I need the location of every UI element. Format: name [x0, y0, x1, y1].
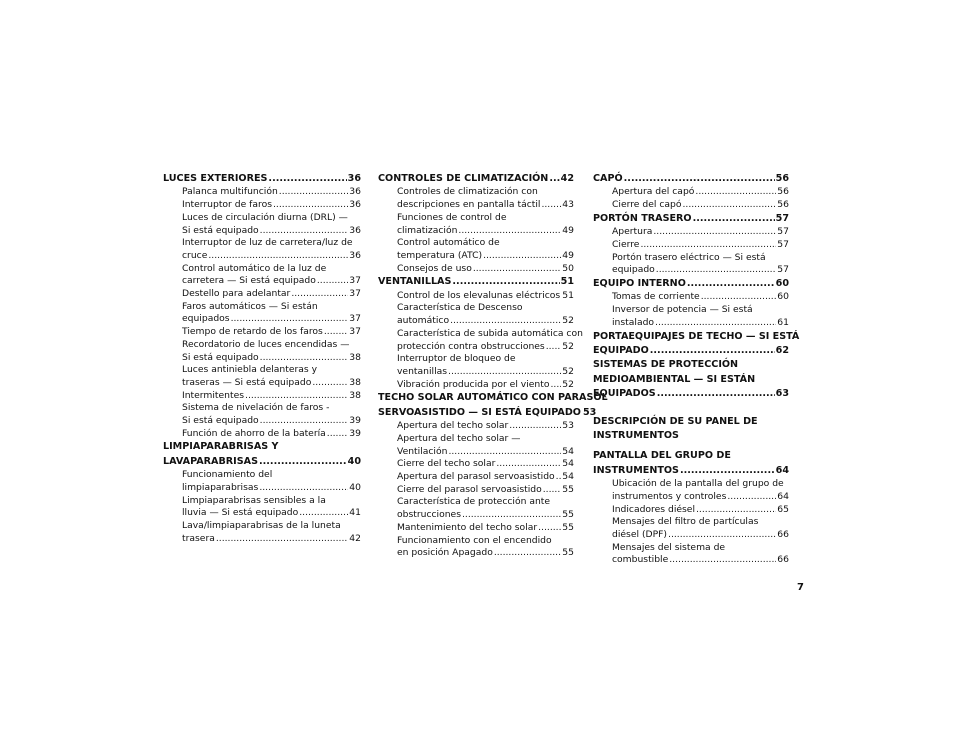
dot-leader [462, 509, 561, 522]
dot-leader [543, 484, 562, 497]
toc-entry-title: cruce [182, 249, 208, 261]
dot-leader [496, 458, 561, 471]
toc-entry[interactable] [163, 199, 361, 212]
toc-page-number: 56 [775, 173, 789, 184]
toc-page-number: 57 [777, 226, 789, 238]
dot-leader [312, 377, 348, 390]
toc-entry-title: PORTAEQUIPAJES DE TECHO — SI ESTÁ [593, 330, 800, 342]
toc-entry-title: PANTALLA DEL GRUPO DE [593, 450, 731, 462]
toc-entry[interactable] [378, 522, 574, 535]
dot-leader [550, 379, 561, 392]
toc-page-number: 62 [775, 344, 789, 356]
dot-leader [260, 225, 349, 238]
toc-entry-title: DESCRIPCIÓN DE SU PANEL DE [593, 415, 758, 427]
toc-entry[interactable] [163, 339, 361, 364]
toc-entry-title: Intermitentes [182, 389, 245, 401]
toc-entry-title: EQUIPO INTERNO [593, 278, 686, 290]
dot-leader [317, 275, 348, 288]
toc-entry-title: temperatura (ATC) [397, 249, 483, 261]
toc-page-number: 37 [349, 313, 361, 325]
toc-entry-title: Si está equipado [182, 224, 259, 236]
toc-page-number: 55 [562, 509, 574, 521]
toc-entry[interactable] [163, 520, 361, 545]
toc-entry-title: Función de ahorro de la batería [182, 427, 326, 439]
toc-page-number: 49 [562, 224, 574, 236]
toc-section-heading[interactable] [593, 449, 789, 478]
toc-section-heading[interactable] [378, 391, 608, 420]
toc-section-heading[interactable] [163, 172, 361, 186]
toc-entry-title: Si está equipado [182, 351, 259, 363]
toc-entry-title: climatización [397, 224, 458, 236]
toc-entry[interactable] [378, 290, 574, 303]
dot-leader [260, 415, 349, 428]
toc-entry-title: Cierre [612, 238, 640, 250]
toc-entry[interactable] [593, 304, 789, 329]
toc-entry-title: trasera [182, 532, 215, 544]
toc-entry-title: Inversor de potencia — Si está [612, 304, 753, 316]
toc-entry-title: INSTRUMENTOS [593, 464, 679, 476]
dot-leader [650, 344, 775, 358]
toc-page-number: 61 [777, 316, 789, 328]
toc-entry[interactable] [378, 186, 574, 211]
dot-leader [549, 172, 559, 186]
toc-entry-title: Recordatorio de luces encendidas — [182, 338, 350, 350]
toc-page-number: 54 [562, 470, 574, 482]
toc-entry-title: Cierre del capó [612, 199, 682, 211]
dot-leader [655, 317, 776, 330]
toc-section-heading[interactable] [593, 358, 789, 401]
dot-leader [473, 263, 561, 276]
toc-entry-title: LIMPIAPARABRISAS Y [163, 441, 279, 453]
toc-page-number: 37 [349, 275, 361, 287]
toc-entry[interactable] [378, 212, 574, 237]
dot-leader [653, 226, 776, 239]
toc-page-number: 39 [349, 415, 361, 427]
toc-page-number: 66 [777, 554, 789, 566]
toc-column-1 [163, 172, 361, 546]
toc-entry-title: LAVAPARABRISAS [163, 455, 258, 467]
toc-entry-title: Cierre del parasol servoasistido [397, 483, 542, 495]
toc-page-number: 42 [349, 532, 361, 544]
toc-entry[interactable] [593, 252, 789, 277]
dot-leader [687, 277, 775, 291]
toc-entry[interactable] [163, 326, 361, 339]
toc-page-number: 36 [347, 173, 361, 184]
toc-entry-title: Característica de subida automática con [397, 327, 583, 339]
dot-leader [624, 172, 775, 186]
toc-entry-title: limpiaparabrisas [182, 481, 259, 493]
dot-leader [695, 186, 776, 199]
dot-leader [696, 504, 776, 517]
dot-leader [657, 387, 775, 401]
toc-entry-title: en posición Apagado [397, 547, 493, 559]
toc-entry[interactable] [593, 504, 789, 517]
dot-leader [452, 275, 559, 289]
toc-entry[interactable] [593, 542, 789, 567]
toc-page-number: 60 [775, 278, 789, 290]
toc-entry-title: Apertura [612, 226, 653, 238]
toc-entry-title: Destello para adelantar [182, 288, 291, 300]
dot-leader [259, 455, 347, 469]
toc-entry-title: LUCES EXTERIORES [163, 173, 268, 184]
toc-entry-title: Funciones de control de [397, 211, 507, 223]
toc-entry[interactable] [378, 471, 574, 484]
toc-entry[interactable] [378, 420, 574, 433]
dot-leader [279, 186, 349, 199]
toc-entry-title: diésel (DPF) [612, 529, 668, 541]
toc-page-number: 36 [349, 249, 361, 261]
toc-page-number: 56 [777, 199, 789, 211]
toc-page-number: 49 [562, 249, 574, 261]
toc-entry-title: Cierre del techo solar [397, 458, 496, 470]
dot-leader [541, 199, 561, 212]
toc-entry-title: equipados [182, 313, 230, 325]
toc-page-number: 51 [560, 276, 574, 288]
toc-entry-title: descripciones en pantalla táctil [397, 199, 541, 211]
toc-entry-title: Consejos de uso [397, 262, 472, 274]
toc-entry-title: Vibración producida por el viento [397, 378, 550, 390]
toc-page-number: 40 [347, 455, 361, 467]
toc-page-number: 38 [349, 376, 361, 388]
dot-leader [450, 315, 561, 328]
toc-entry-title: Luces de circulación diurna (DRL) — [182, 211, 348, 223]
dot-leader [494, 547, 561, 560]
dot-leader [245, 390, 348, 403]
toc-entry[interactable] [163, 288, 361, 301]
toc-page-number: 38 [349, 351, 361, 363]
toc-entry-title: Mensajes del filtro de partículas [612, 516, 759, 528]
dot-leader [682, 199, 776, 212]
toc-section-heading[interactable] [378, 275, 574, 289]
toc-page-number: 53 [582, 406, 597, 418]
toc-section-heading[interactable] [593, 330, 800, 359]
toc-entry-title: Palanca multifunción [182, 186, 278, 198]
toc-entry-title: protección contra obstrucciones [397, 340, 545, 352]
dot-leader [448, 366, 561, 379]
toc-page-number: 38 [349, 389, 361, 401]
toc-entry-title: Apertura del parasol servoasistido [397, 470, 555, 482]
toc-entry[interactable] [163, 212, 361, 237]
toc-entry[interactable] [593, 516, 789, 541]
toc-entry-title: CONTROLES DE CLIMATIZACIÓN [378, 173, 549, 184]
toc-entry-title: Lava/limpiaparabrisas de la luneta [182, 520, 341, 532]
toc-page-number: 52 [562, 378, 574, 390]
toc-entry[interactable] [163, 263, 361, 288]
toc-entry[interactable] [163, 237, 361, 262]
toc-page-number: 64 [777, 490, 789, 502]
toc-entry-title: ventanillas [397, 365, 448, 377]
toc-page-number: 54 [562, 458, 574, 470]
toc-entry[interactable] [378, 458, 574, 471]
dot-leader [231, 313, 349, 326]
dot-leader [216, 533, 348, 546]
toc-page-number: 63 [775, 388, 789, 400]
toc-entry-title: equipado [612, 264, 655, 276]
toc-entry-title: Tomas de corriente [612, 291, 700, 303]
toc-page-number: 37 [349, 288, 361, 300]
toc-page-number: 66 [777, 529, 789, 541]
toc-entry[interactable] [163, 186, 361, 199]
toc-entry[interactable] [163, 469, 361, 494]
toc-page-number: 52 [562, 315, 574, 327]
toc-page-number: 57 [777, 264, 789, 276]
toc-section-heading[interactable] [163, 440, 361, 469]
toc-page-number: 56 [777, 186, 789, 198]
toc-page-number: 60 [777, 291, 789, 303]
toc-entry[interactable] [378, 535, 574, 560]
toc-entry-title: CAPÓ [593, 173, 623, 184]
toc-entry-title: Control de los elevalunas eléctricos [397, 289, 561, 301]
dot-leader [680, 464, 775, 478]
toc-page-number: 55 [562, 483, 574, 495]
dot-leader [299, 507, 348, 520]
toc-entry-title: Ventilación [397, 445, 448, 457]
toc-entry-title: combustible [612, 554, 669, 566]
toc-page-number: 39 [349, 427, 361, 439]
toc-entry[interactable] [593, 186, 789, 199]
toc-page-number: 36 [349, 224, 361, 236]
toc-page-number: 65 [777, 503, 789, 515]
toc-entry[interactable] [163, 495, 361, 520]
toc-entry-title: Mantenimiento del techo solar [397, 521, 538, 533]
toc-entry[interactable] [163, 390, 361, 403]
toc-entry-title: Característica de Descenso [397, 302, 523, 314]
toc-entry-title: Interruptor de luz de carretera/luz de [182, 237, 353, 249]
toc-page-number: 57 [775, 212, 789, 224]
toc-page-number: 43 [562, 199, 574, 211]
toc-page-number: 54 [562, 445, 574, 457]
toc-entry[interactable] [163, 301, 361, 326]
dot-leader [727, 491, 776, 504]
toc-entry-title: instrumentos y controles [612, 490, 727, 502]
toc-entry[interactable] [378, 484, 574, 497]
toc-entry-title: Control automático de [397, 237, 500, 249]
toc-page-number: 40 [349, 481, 361, 493]
toc-page-number: 42 [560, 173, 574, 184]
toc-page-number: 37 [349, 326, 361, 338]
toc-entry-title: TECHO SOLAR AUTOMÁTICO CON PARASOL [378, 392, 608, 404]
toc-entry-title: EQUIPADOS [593, 388, 656, 400]
toc-page-number: 52 [562, 340, 574, 352]
toc-entry[interactable] [378, 302, 574, 327]
toc-page-number: 36 [349, 199, 361, 211]
toc-entry-title: lluvia — Si está equipado [182, 507, 299, 519]
toc-page-number: 55 [562, 521, 574, 533]
toc-entry-title: Controles de climatización con [397, 186, 538, 198]
toc-section-heading[interactable] [593, 415, 789, 444]
dot-leader [327, 428, 349, 441]
toc-section-heading[interactable] [593, 172, 789, 186]
toc-page-number: 51 [562, 289, 574, 301]
dot-leader [556, 471, 562, 484]
toc-column-3 [593, 172, 800, 567]
toc-entry-title: MEDIOAMBIENTAL — SI ESTÁN [593, 373, 756, 385]
toc-entry-title: Limpiaparabrisas sensibles a la [182, 494, 326, 506]
toc-entry[interactable] [378, 263, 574, 276]
page-number: 7 [797, 582, 804, 593]
toc-entry-title: Apertura del capó [612, 186, 695, 198]
toc-entry[interactable] [378, 496, 574, 521]
toc-entry[interactable] [593, 199, 789, 212]
dot-leader [268, 172, 346, 186]
toc-entry[interactable] [593, 226, 789, 239]
toc-entry-title: Si está equipado [182, 415, 259, 427]
toc-entry-title: VENTANILLAS [378, 276, 452, 288]
dot-leader [701, 291, 777, 304]
toc-page-number: 52 [562, 365, 574, 377]
dot-leader [656, 264, 777, 277]
toc-page-number: 57 [777, 238, 789, 250]
toc-page-number: 53 [562, 420, 574, 432]
dot-leader [538, 522, 561, 535]
dot-leader [668, 529, 776, 542]
toc-page-number: 55 [562, 547, 574, 559]
toc-entry-title: SISTEMAS DE PROTECCIÓN [593, 359, 739, 371]
toc-entry-title: carretera — Si está equipado [182, 275, 316, 287]
toc-entry-title: Control automático de la luz de [182, 262, 327, 274]
toc-page-number: 64 [775, 464, 789, 476]
dot-leader [669, 554, 776, 567]
toc-entry-title: Ubicación de la pantalla del grupo de [612, 478, 784, 490]
toc-section-heading[interactable] [593, 277, 789, 291]
dot-leader [260, 352, 349, 365]
toc-entry[interactable] [163, 428, 361, 441]
toc-entry-title: Tiempo de retardo de los faros [182, 326, 323, 338]
dot-leader [458, 225, 561, 238]
toc-entry[interactable] [378, 237, 574, 262]
toc-entry-title: Faros automáticos — Si están [182, 300, 318, 312]
toc-entry-title: automático [397, 315, 450, 327]
toc-entry-title: Luces antiniebla delanteras y [182, 364, 318, 376]
toc-entry-title: Interruptor de bloqueo de [397, 353, 516, 365]
dot-leader [273, 199, 348, 212]
dot-leader [546, 341, 562, 354]
toc-entry[interactable] [378, 433, 574, 458]
toc-entry-title: PORTÓN TRASERO [593, 212, 692, 224]
dot-leader [509, 420, 561, 433]
dot-leader [640, 239, 776, 252]
toc-entry[interactable] [593, 239, 789, 252]
toc-page-number: 41 [349, 507, 361, 519]
toc-entry-title: traseras — Si está equipado [182, 376, 312, 388]
toc-entry-title: Indicadores diésel [612, 503, 696, 515]
toc-entry-title: obstrucciones [397, 509, 461, 521]
toc-entry-title: Portón trasero eléctrico — Si está [612, 251, 766, 263]
toc-entry-title: INSTRUMENTOS [593, 429, 679, 441]
toc-entry[interactable] [163, 402, 361, 427]
toc-entry-title: Apertura del techo solar [397, 420, 509, 432]
toc-entry-title: Mensajes del sistema de [612, 541, 726, 553]
toc-entry[interactable] [593, 478, 789, 503]
dot-leader [693, 212, 775, 226]
toc-entry-title: EQUIPADO [593, 344, 649, 356]
toc-section-heading[interactable] [593, 212, 789, 226]
toc-entry-title: instalado [612, 316, 655, 328]
toc-entry-title: Sistema de nivelación de faros - [182, 402, 330, 414]
toc-page-number: 50 [562, 262, 574, 274]
toc-entry[interactable] [378, 353, 574, 378]
toc-entry[interactable] [593, 291, 789, 304]
toc-entry[interactable] [163, 364, 361, 389]
toc-entry-title: Apertura del techo solar — [397, 432, 521, 444]
toc-entry-title: SERVOASISTIDO — SI ESTÁ EQUIPADO [378, 406, 581, 418]
toc-entry[interactable] [378, 379, 574, 392]
dot-leader [208, 250, 348, 263]
dot-leader [324, 326, 348, 339]
toc-entry-title: Funcionamiento del [182, 469, 273, 481]
dot-leader [483, 250, 561, 263]
toc-entry[interactable] [378, 327, 583, 353]
toc-section-heading[interactable] [378, 172, 574, 186]
toc-entry-title: Interruptor de faros [182, 199, 273, 211]
toc-entry-title: Funcionamiento con el encendido [397, 534, 552, 546]
dot-leader [448, 446, 561, 459]
dot-leader [259, 482, 348, 495]
toc-entry-title: Característica de protección ante [397, 496, 551, 508]
toc-page-number: 36 [349, 186, 361, 198]
dot-leader [291, 288, 348, 301]
